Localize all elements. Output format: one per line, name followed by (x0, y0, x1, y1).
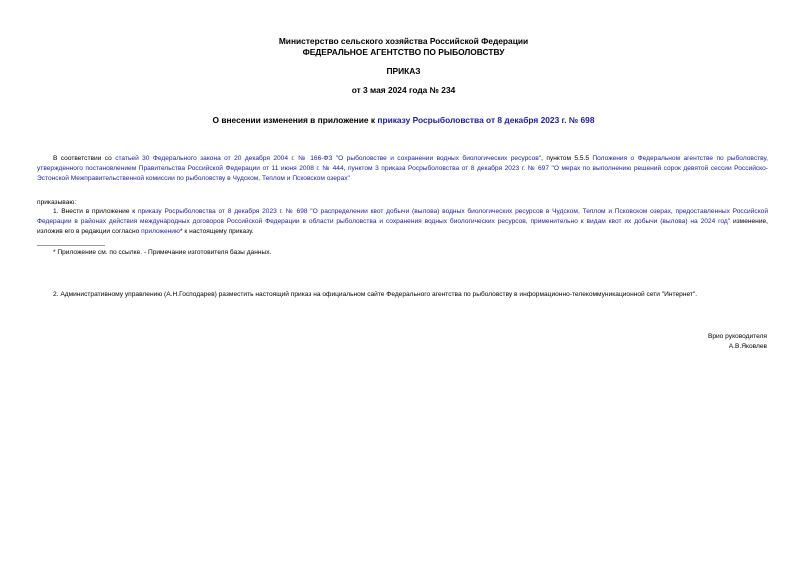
item-2-paragraph: 2. Административному управлению (А.Н.Господарев) разместить настоящий приказ на официальном сайте Федерального агентства по рыболовству в информационно-телекоммуникационной сети "Интернет". (53, 291, 698, 298)
item1-text-3: * к настоящему приказу. (179, 228, 254, 235)
appendix-link[interactable]: приложению (141, 228, 180, 235)
document-subject (0, 115, 807, 126)
subject-prefix: О внесении изменения в приложение к (212, 115, 378, 125)
regulation-link[interactable]: Положения о Федеральном агентстве по рыболовству, утвержденного постановлением Правительства Российской Федерации от 11 июня 2008 г. № 444 (37, 155, 768, 172)
subject-link[interactable]: приказу Росрыболовства от 8 декабря 2023 г. № 698 (377, 115, 595, 125)
preamble-text-3: , (343, 165, 348, 172)
order-698-link[interactable]: приказу Росрыболовства от 8 декабря 2023 г. № 698 "О распределении квот добычи (вылова) водных биологических ресурсов в Чудском, Теплом и Псковском озерах, предоставленных Российской Федерации в районах действия международных договоров Российской Федерации в области рыболовства и сохранения водных биологических ресурсов, применительно к видам квот их добычи (вылова) на 2024 год" (37, 208, 768, 225)
document-date-number: от 3 мая 2024 года № 234 (351, 85, 456, 95)
item-1-paragraph (37, 207, 768, 237)
preamble-paragraph (37, 154, 768, 184)
item1-text-1: 1. Внести в приложение к (53, 208, 138, 215)
footnote-separator (37, 245, 105, 246)
preamble-text-1: В соответствии со (53, 155, 116, 162)
document-type: ПРИКАЗ (386, 66, 421, 76)
signatory-position: Врио руководителя (707, 333, 767, 340)
item1-text-2: изменение, изложив его в редакции согласно (37, 218, 768, 235)
ministry-title: Министерство сельского хозяйства Российской Федерации (278, 36, 529, 46)
agency-title: ФЕДЕРАЛЬНОЕ АГЕНТСТВО ПО РЫБОЛОВСТВУ (302, 47, 505, 57)
order-word: приказываю: (37, 199, 77, 206)
law-article-link[interactable]: статьей 30 Федерального закона от 20 декабря 2004 г. № 166-ФЗ "О рыболовстве и сохранении водных биологических ресурсов" (115, 155, 542, 162)
order-697-link[interactable]: пунктом 3 приказа Росрыболовства от 8 декабря 2023 г. № 697 "О мерах по выполнению решений сорок девятой сессии Российско-Эстонской Межправительственной комиссии по рыболовству в Чудском, Теплом и Псковском озерах" (37, 165, 769, 182)
signatory-name: А.В.Яковлев (728, 343, 767, 350)
footnote: * Приложение см. по ссылке. - Примечание изготовителя базы данных. (53, 249, 272, 256)
preamble-text-2: , пунктом 5.5.5 (541, 155, 593, 162)
